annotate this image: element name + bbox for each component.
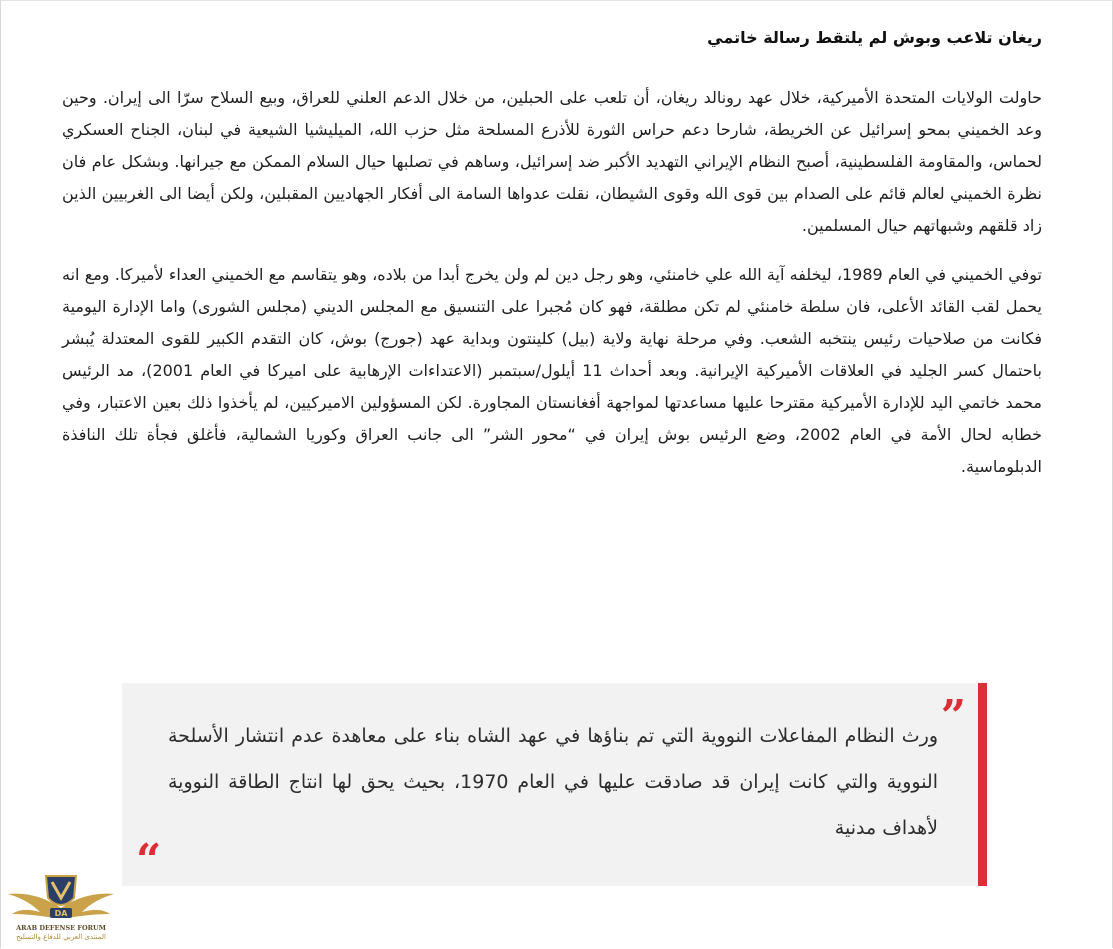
open-quote-icon: ” [940, 691, 966, 742]
paragraph-1: حاولت الولايات المتحدة الأميركية، خلال عهد رونالد ريغان، أن تلعب على الحبلين، من خلال الدعم العلني للعراق، وبيع السلاح سرّا الى إيران. وحين وعد الخميني بمحو إسرائيل عن الخريطة، شارحا دعم حراس الثورة للأذرع المسلحة مثل حزب الله، الميليشيا الشيعية في لبنان، الجناح العسكري لحماس، والمقاومة الفلسطينية، أصبح النظام الإيراني التهديد الأكبر ضد إسرائيل، وساهم في تصلبها حيال السلام الممكن مع جيرانها. وبشكل عام فان نظرة الخميني لعالم قائم على الصدام بين قوى الله وقوى الشيطان، نقلت عدواها السامة الى أفكار الجهاديين المقبلين، ولكن أيضا الى الغربيين الذين زاد قلقهم وشبهاتهم حيال المسلمين. [62, 88, 1042, 235]
site-logo[interactable] [6, 868, 116, 948]
section-heading: ريغان تلاعب وبوش لم يلتقط رسالة خاتمي [707, 28, 1042, 47]
logo-name-english: ARAB DEFENSE FORUM [16, 924, 106, 932]
pull-quote [122, 683, 987, 886]
logo-badge-text: DA [54, 909, 68, 918]
article-body [62, 18, 1042, 500]
paragraph-2: توفي الخميني في العام 1989، ليخلفه آية الله علي خامنئي، وهو رجل دين لم ولن يخرج أبدا من بلاده، وهو يتقاسم مع الخميني العداء لأميركا. ومع انه يحمل لقب القائد الأعلى، فان سلطة خامنئي لم تكن مطلقة، فهو كان مُجبرا على التنسيق مع المجلس الديني (مجلس الشورى) واما الإدارة اليومية فكانت من صلاحيات رئيس ينتخبه الشعب. وفي مرحلة نهاية ولاية (بيل) كلينتون وبداية عهد (جورج) بوش، كان التقدم الكبير للقوى المعتدلة يُبشر باحتمال كسر الجليد في العلاقات الأميركية الإيرانية. وبعد أحداث 11 أيلول/سبتمبر (الاعتداءات الإرهابية على اميركا في العام 2001)، مد الرئيس محمد خاتمي اليد للإدارة الأميركية مقترحا عليها مساعدتها لمواجهة أفغانستان المجاورة. لكن المسؤولين الاميركيين، لم يأخذوا ذلك بعين الاعتبار، وفي خطابه لحال الأمة في العام 2002، وضع الرئيس بوش إيران في “محور الشر” الى جانب العراق وكوريا الشمالية، فأغلق فجأة تلك النافذة الدبلوماسية. [62, 265, 1043, 476]
pull-quote-text: ورث النظام المفاعلات النووية التي تم بناؤها في عهد الشاه بناء على معاهدة عدم انتشار الأسلحة النووية والتي كانت إيران قد صادقت عليها في العام 1970، بحيث يحق لها انتاج الطاقة النووية لأهداف مدنية [168, 725, 938, 839]
close-quote-icon: “ [136, 835, 162, 886]
logo-name-arabic: المنتدى العربي للدفاع والتسليح [16, 933, 106, 941]
eagle-emblem-icon [6, 868, 116, 926]
